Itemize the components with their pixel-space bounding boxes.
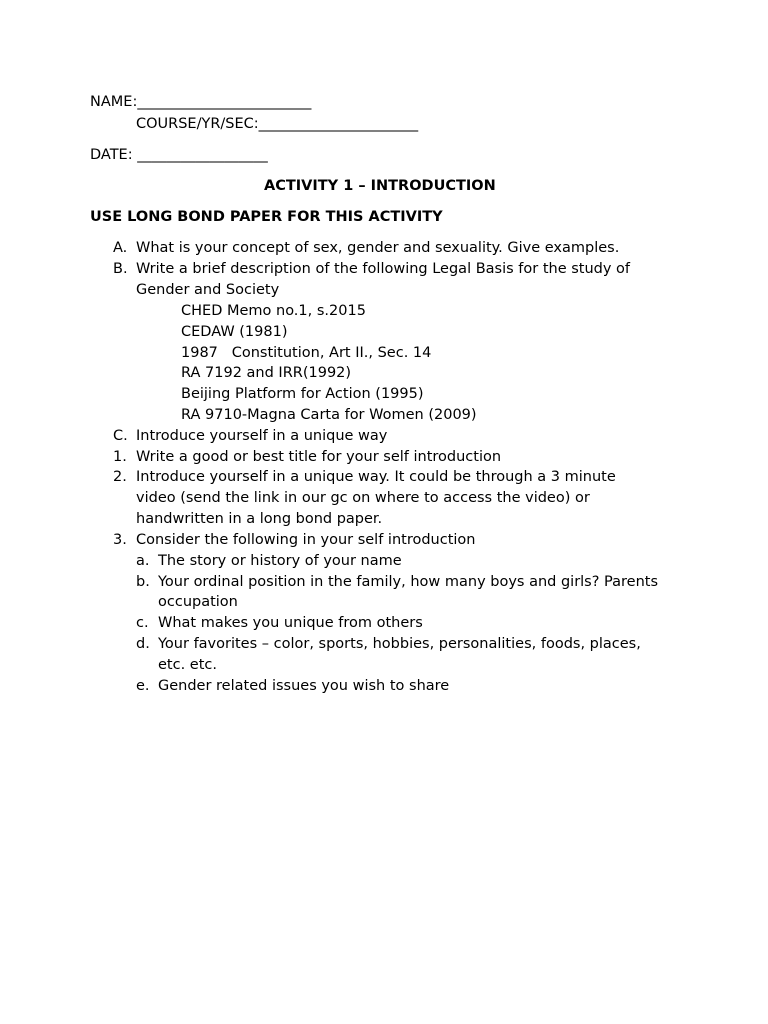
sub-e-marker: e. [136, 678, 150, 694]
sub-a-marker: a. [136, 553, 150, 569]
item-1-marker: 1. [113, 449, 127, 465]
sub-d-marker: d. [136, 636, 150, 652]
sub-c-text: What makes you unique from others [158, 615, 423, 631]
item-2-text-cont: video (send the link in our gc on where to access the video) or [136, 490, 590, 506]
course-field: COURSE/YR/SEC:______________________ [136, 116, 419, 132]
legal-basis-item: CEDAW (1981) [181, 324, 288, 340]
item-c-marker: C. [113, 428, 128, 444]
item-c-text: Introduce yourself in a unique way [136, 428, 388, 444]
item-b-text-cont: Gender and Society [136, 282, 280, 298]
sub-d-text: Your favorites – color, sports, hobbies, personalities, foods, places, [158, 636, 641, 652]
sub-c-marker: c. [136, 615, 149, 631]
sub-d-text-cont: etc. etc. [158, 657, 217, 673]
item-a-marker: A. [113, 240, 128, 256]
legal-basis-item: Beijing Platform for Action (1995) [181, 386, 424, 402]
sub-a-text: The story or history of your name [158, 553, 402, 569]
item-b-marker: B. [113, 261, 128, 277]
sub-e-text: Gender related issues you wish to share [158, 678, 450, 694]
legal-basis-item: CHED Memo no.1, s.2015 [181, 303, 366, 319]
sub-b-text-cont: occupation [158, 594, 238, 610]
item-a-text: What is your concept of sex, gender and sexuality. Give examples. [136, 240, 620, 256]
item-2-marker: 2. [113, 469, 127, 485]
item-3-marker: 3. [113, 532, 127, 548]
name-field: NAME:________________________ [90, 94, 312, 110]
legal-basis-item: RA 7192 and IRR(1992) [181, 365, 352, 381]
item-2-text: Introduce yourself in a unique way. It could be through a 3 minute [136, 469, 616, 485]
item-2-text-cont: handwritten in a long bond paper. [136, 511, 383, 527]
activity-title: ACTIVITY 1 – INTRODUCTION [264, 178, 496, 194]
legal-basis-item: 1987 Constitution, Art II., Sec. 14 [181, 345, 432, 361]
sub-b-marker: b. [136, 574, 150, 590]
legal-basis-item: RA 9710-Magna Carta for Women (2009) [181, 407, 477, 423]
sub-b-text: Your ordinal position in the family, how many boys and girls? Parents [158, 574, 659, 590]
item-3-text: Consider the following in your self introduction [136, 532, 476, 548]
item-b-text: Write a brief description of the following Legal Basis for the study of [136, 261, 631, 277]
item-1-text: Write a good or best title for your self introduction [136, 449, 502, 465]
date-field: DATE: __________________ [90, 147, 268, 163]
instruction-text: USE LONG BOND PAPER FOR THIS ACTIVITY [90, 209, 443, 225]
